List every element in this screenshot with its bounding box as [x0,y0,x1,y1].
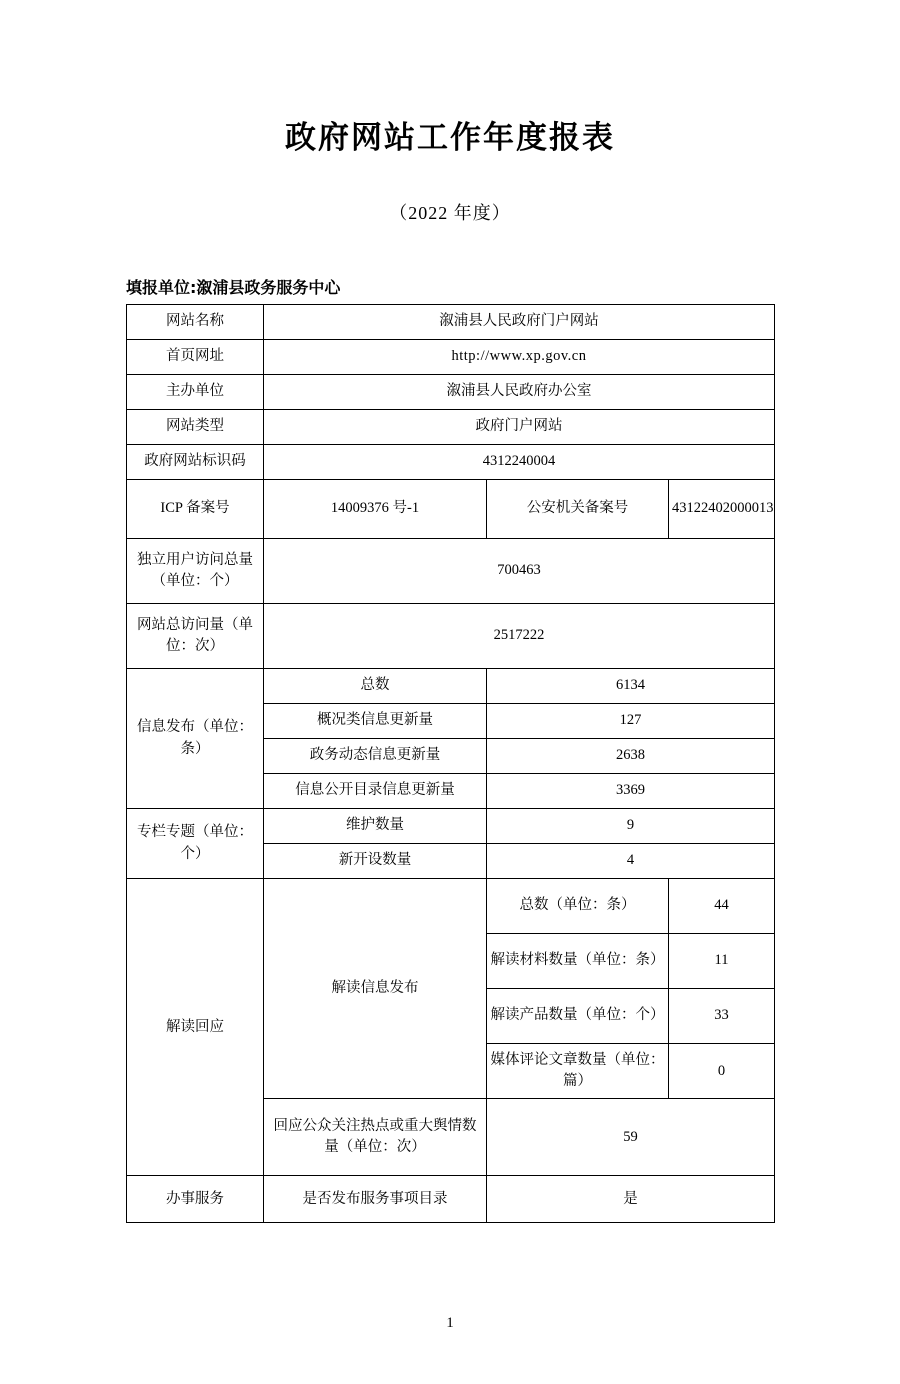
interpret-item-value: 0 [669,1044,775,1099]
publish-item-value: 2638 [487,739,775,774]
column-item-value: 4 [487,844,775,879]
total-visits-value: 2517222 [264,604,775,669]
column-item-value: 9 [487,809,775,844]
interpret-publish-label: 解读信息发布 [264,879,487,1099]
table-row [127,1176,775,1223]
site-code-label: 政府网站标识码 [127,445,264,480]
annual-report-table [126,304,775,1223]
service-catalog-label: 是否发布服务事项目录 [264,1176,487,1223]
interpret-item-name: 解读产品数量（单位：个） [487,989,669,1044]
site-type-value: 政府门户网站 [264,410,775,445]
interpret-item-value: 44 [669,879,775,934]
report-unit-line: 填报单位:溆浦县政务服务中心 [126,278,341,297]
publish-item-name: 信息公开目录信息更新量 [264,774,487,809]
table-row [127,305,775,340]
response-hot-label: 回应公众关注热点或重大舆情数量（单位：次） [264,1099,487,1176]
response-hot-value: 59 [487,1099,775,1176]
table-row [127,879,775,934]
icp-label: ICP 备案号 [127,480,264,539]
interpret-response-label: 解读回应 [127,879,264,1176]
publish-item-name: 总数 [264,669,487,704]
page-title: 政府网站工作年度报表 [285,120,615,156]
service-label: 办事服务 [127,1176,264,1223]
page-subtitle: （2022 年度） [389,203,511,223]
table-row [127,340,775,375]
publish-label: 信息发布（单位：条） [127,669,264,809]
table-row [127,669,775,704]
table-row [127,410,775,445]
total-visits-label: 网站总访问量（单位：次） [127,604,264,669]
host-unit-value: 溆浦县人民政府办公室 [264,375,775,410]
service-catalog-value: 是 [487,1176,775,1223]
table-row [127,809,775,844]
table-row [127,539,775,604]
site-code-value: 4312240004 [264,445,775,480]
interpret-item-name: 总数（单位：条） [487,879,669,934]
host-unit-label: 主办单位 [127,375,264,410]
column-topic-label: 专栏专题（单位：个） [127,809,264,879]
home-url-value: http://www.xp.gov.cn [264,340,775,375]
publish-item-name: 政务动态信息更新量 [264,739,487,774]
icp-value: 14009376 号-1 [264,480,487,539]
column-item-name: 新开设数量 [264,844,487,879]
police-record-value: 43122402000013 [669,480,775,539]
table-row [127,375,775,410]
column-item-name: 维护数量 [264,809,487,844]
site-type-label: 网站类型 [127,410,264,445]
publish-item-value: 6134 [487,669,775,704]
document-page [0,112,900,1384]
unique-visitors-value: 700463 [264,539,775,604]
site-name-label: 网站名称 [127,305,264,340]
interpret-item-value: 11 [669,934,775,989]
interpret-item-name: 媒体评论文章数量（单位：篇） [487,1044,669,1099]
table-row [127,445,775,480]
police-record-label: 公安机关备案号 [487,480,669,539]
unique-visitors-label: 独立用户访问总量（单位：个） [127,539,264,604]
home-url-label: 首页网址 [127,340,264,375]
page-number: 1 [446,1315,454,1331]
interpret-item-name: 解读材料数量（单位：条） [487,934,669,989]
publish-item-name: 概况类信息更新量 [264,704,487,739]
site-name-value: 溆浦县人民政府门户网站 [264,305,775,340]
publish-item-value: 3369 [487,774,775,809]
interpret-item-value: 33 [669,989,775,1044]
table-row [127,480,775,539]
publish-item-value: 127 [487,704,775,739]
table-row [127,604,775,669]
